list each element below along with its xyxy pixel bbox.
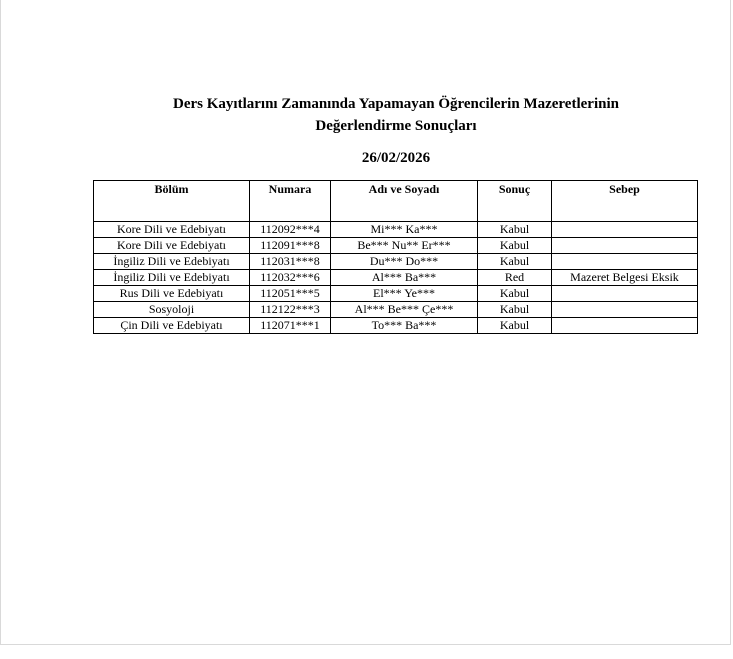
header-sonuc: Sonuç — [478, 181, 552, 222]
cell-sebep: Mazeret Belgesi Eksik — [552, 270, 698, 286]
cell-sonuc: Kabul — [478, 254, 552, 270]
cell-bolum: Kore Dili ve Edebiyatı — [94, 222, 250, 238]
cell-sonuc: Kabul — [478, 286, 552, 302]
cell-adi-soyadi: Al*** Be*** Çe*** — [331, 302, 478, 318]
cell-sebep — [552, 286, 698, 302]
cell-numara: 112092***4 — [250, 222, 331, 238]
table-row — [94, 222, 698, 238]
table-row — [94, 270, 698, 286]
header-numara: Numara — [250, 181, 331, 222]
cell-numara: 112032***6 — [250, 270, 331, 286]
table-row — [94, 302, 698, 318]
cell-numara: 112122***3 — [250, 302, 331, 318]
cell-adi-soyadi: Mi*** Ka*** — [331, 222, 478, 238]
header-adi-soyadi: Adı ve Soyadı — [331, 181, 478, 222]
document-title-line-1: Ders Kayıtlarını Zamanında Yapamayan Öğrencilerin Mazeretlerinin — [173, 96, 619, 112]
cell-sonuc: Kabul — [478, 318, 552, 334]
document-date: 26/02/2026 — [361, 150, 431, 166]
table-row — [94, 238, 698, 254]
cell-numara: 112031***8 — [250, 254, 331, 270]
cell-adi-soyadi: El*** Ye*** — [331, 286, 478, 302]
cell-sonuc: Kabul — [478, 302, 552, 318]
cell-adi-soyadi: To*** Ba*** — [331, 318, 478, 334]
cell-bolum: Kore Dili ve Edebiyatı — [94, 238, 250, 254]
document-title-line-2: Değerlendirme Sonuçları — [315, 118, 477, 134]
cell-bolum: Rus Dili ve Edebiyatı — [94, 286, 250, 302]
cell-bolum: Çin Dili ve Edebiyatı — [94, 318, 250, 334]
cell-sebep — [552, 238, 698, 254]
table-row — [94, 254, 698, 270]
results-table — [93, 180, 698, 334]
cell-bolum: İngiliz Dili ve Edebiyatı — [94, 270, 250, 286]
cell-numara: 112071***1 — [250, 318, 331, 334]
cell-adi-soyadi: Be*** Nu** Er*** — [331, 238, 478, 254]
cell-bolum: İngiliz Dili ve Edebiyatı — [94, 254, 250, 270]
cell-sebep — [552, 222, 698, 238]
table-row — [94, 286, 698, 302]
cell-sebep — [552, 318, 698, 334]
cell-sonuc: Red — [478, 270, 552, 286]
cell-numara: 112091***8 — [250, 238, 331, 254]
cell-sebep — [552, 254, 698, 270]
cell-bolum: Sosyoloji — [94, 302, 250, 318]
table-header-row — [94, 181, 698, 222]
cell-numara: 112051***5 — [250, 286, 331, 302]
cell-adi-soyadi: Al*** Ba*** — [331, 270, 478, 286]
cell-sebep — [552, 302, 698, 318]
cell-sonuc: Kabul — [478, 238, 552, 254]
cell-sonuc: Kabul — [478, 222, 552, 238]
cell-adi-soyadi: Du*** Do*** — [331, 254, 478, 270]
table-row — [94, 318, 698, 334]
header-bolum: Bölüm — [94, 181, 250, 222]
header-sebep: Sebep — [552, 181, 698, 222]
